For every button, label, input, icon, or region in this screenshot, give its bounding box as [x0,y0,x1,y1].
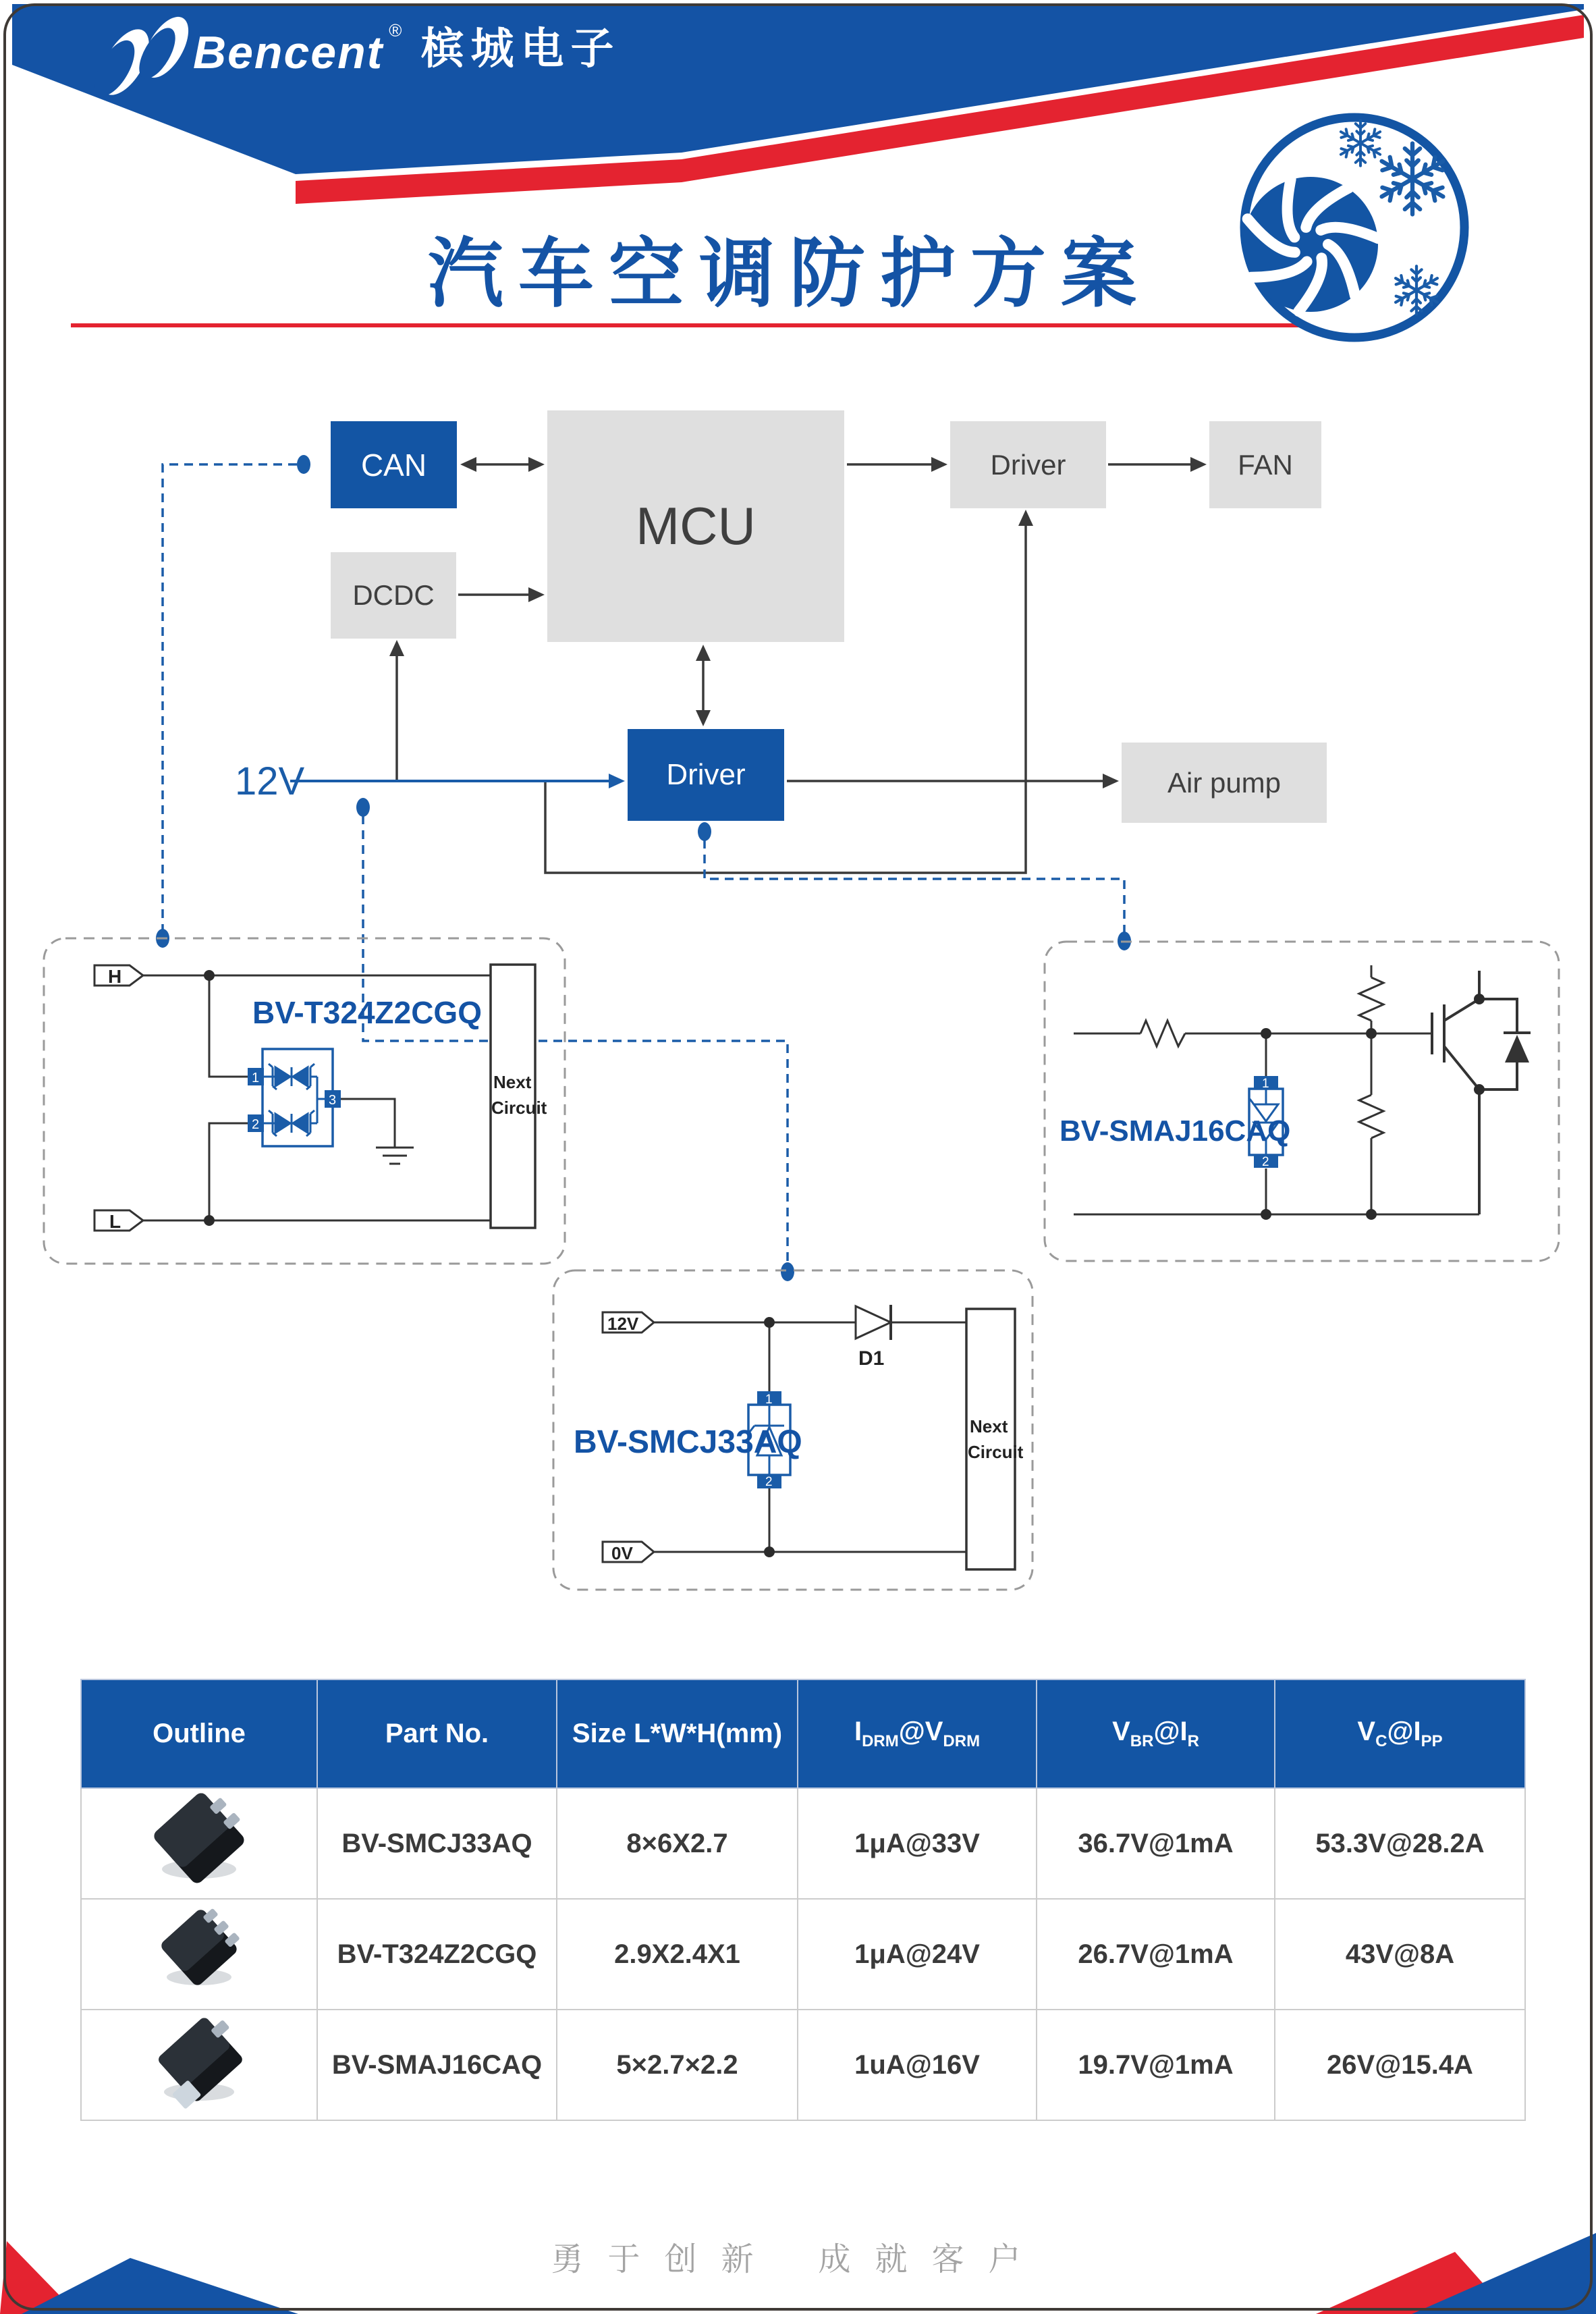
svg-text:Next: Next [493,1072,532,1092]
package-image-smc [135,1790,263,1891]
supply-label: 12V [235,759,305,803]
table-row [81,1899,1525,2010]
svg-text:H: H [108,966,122,987]
next-circuit-block [491,965,535,1228]
block-mcu: MCU [547,410,844,642]
svg-text:Circuit: Circuit [968,1442,1024,1462]
package-cell [81,1899,317,2010]
svg-text:Next: Next [970,1416,1008,1436]
part-no: BV-SMCJ33AQ [317,1788,557,1899]
diode-d1-symbol [856,1305,891,1340]
tvs-array-symbol [248,1049,341,1146]
block-fan: FAN [1209,421,1321,508]
part-label: BV-SMAJ16CAQ [1060,1114,1291,1148]
svg-text:1: 1 [1262,1077,1269,1091]
svg-text:L: L [109,1211,121,1232]
col-vc: $V_C@I_{PP}$ [1275,1679,1525,1788]
block-dcdc: DCDC [331,552,456,639]
vbr: 19.7V@1mA [1037,2010,1275,2120]
footer-slogan [0,2233,1596,2280]
block-driver-top: Driver [950,421,1106,508]
col-part: Part No. [317,1679,557,1788]
circuit-can-protection [94,965,547,1232]
package-image-sot [135,1900,263,2001]
svg-text:12V: 12V [607,1314,639,1334]
igbt-symbol [1432,971,1531,1214]
circuit-enclosures [44,938,1559,1590]
slogan-left: 勇于创新 [551,2242,778,2278]
svg-text:Circuit: Circuit [491,1098,547,1118]
package-image-sma [135,2011,263,2112]
circuit-driver-protection [1060,965,1531,1220]
next-circuit-block [966,1309,1015,1569]
svg-text:D1: D1 [858,1347,885,1370]
idrm: 1μA@24V [798,1899,1037,2010]
brand-name-en: Bencent [193,27,384,78]
spec-table [80,1679,1526,2121]
part-no: BV-T324Z2CGQ [317,1899,557,2010]
page-title: 汽车空调防护方案 [428,232,1151,316]
vbr: 36.7V@1mA [1037,1788,1275,1899]
title-underline [71,323,1389,327]
circuit-supply-protection [574,1305,1024,1569]
package-cell [81,1788,317,1899]
svg-text:0V: 0V [611,1543,633,1563]
svg-text:1: 1 [765,1393,773,1407]
svg-text:1: 1 [252,1071,260,1085]
table-header-row [81,1679,1525,1788]
part-label: BV-SMCJ33AQ [574,1424,802,1460]
block-can: CAN [331,421,457,508]
col-idrm: $I_{DRM}@V_{DRM}$ [798,1679,1037,1788]
block-air-pump: Air pump [1122,743,1327,823]
part-no: BV-SMAJ16CAQ [317,2010,557,2120]
col-outline: Outline [81,1679,317,1788]
idrm: 1uA@16V [798,2010,1037,2120]
table-row [81,1788,1525,1899]
driver-protection-box [1045,942,1559,1261]
fan-icon [1243,177,1378,312]
svg-text:2: 2 [765,1475,773,1489]
svg-text:2: 2 [1262,1155,1269,1169]
vc: 26V@15.4A [1275,2010,1525,2120]
size: 8×6X2.7 [557,1788,798,1899]
slogan-right: 成就客户 [818,2242,1045,2278]
size: 2.9X2.4X1 [557,1899,798,2010]
supply-rail [290,774,625,788]
block-driver-main: Driver [628,729,784,821]
svg-text:2: 2 [252,1117,260,1132]
part-label: BV-T324Z2CGQ [252,995,482,1030]
vc: 43V@8A [1275,1899,1525,2010]
registered-mark: ® [389,20,402,41]
table-row [81,2010,1525,2120]
vc: 53.3V@28.2A [1275,1788,1525,1899]
vbr: 26.7V@1mA [1037,1899,1275,2010]
size: 5×2.7×2.2 [557,2010,798,2120]
idrm: 1μA@33V [798,1788,1037,1899]
col-vbr: $V_{BR}@I_R$ [1037,1679,1275,1788]
package-cell [81,2010,317,2120]
svg-text:3: 3 [329,1093,337,1108]
brand [193,18,620,76]
brand-name-cn: 槟城电子 [420,24,621,73]
col-size: Size L*W*H(mm) [557,1679,798,1788]
